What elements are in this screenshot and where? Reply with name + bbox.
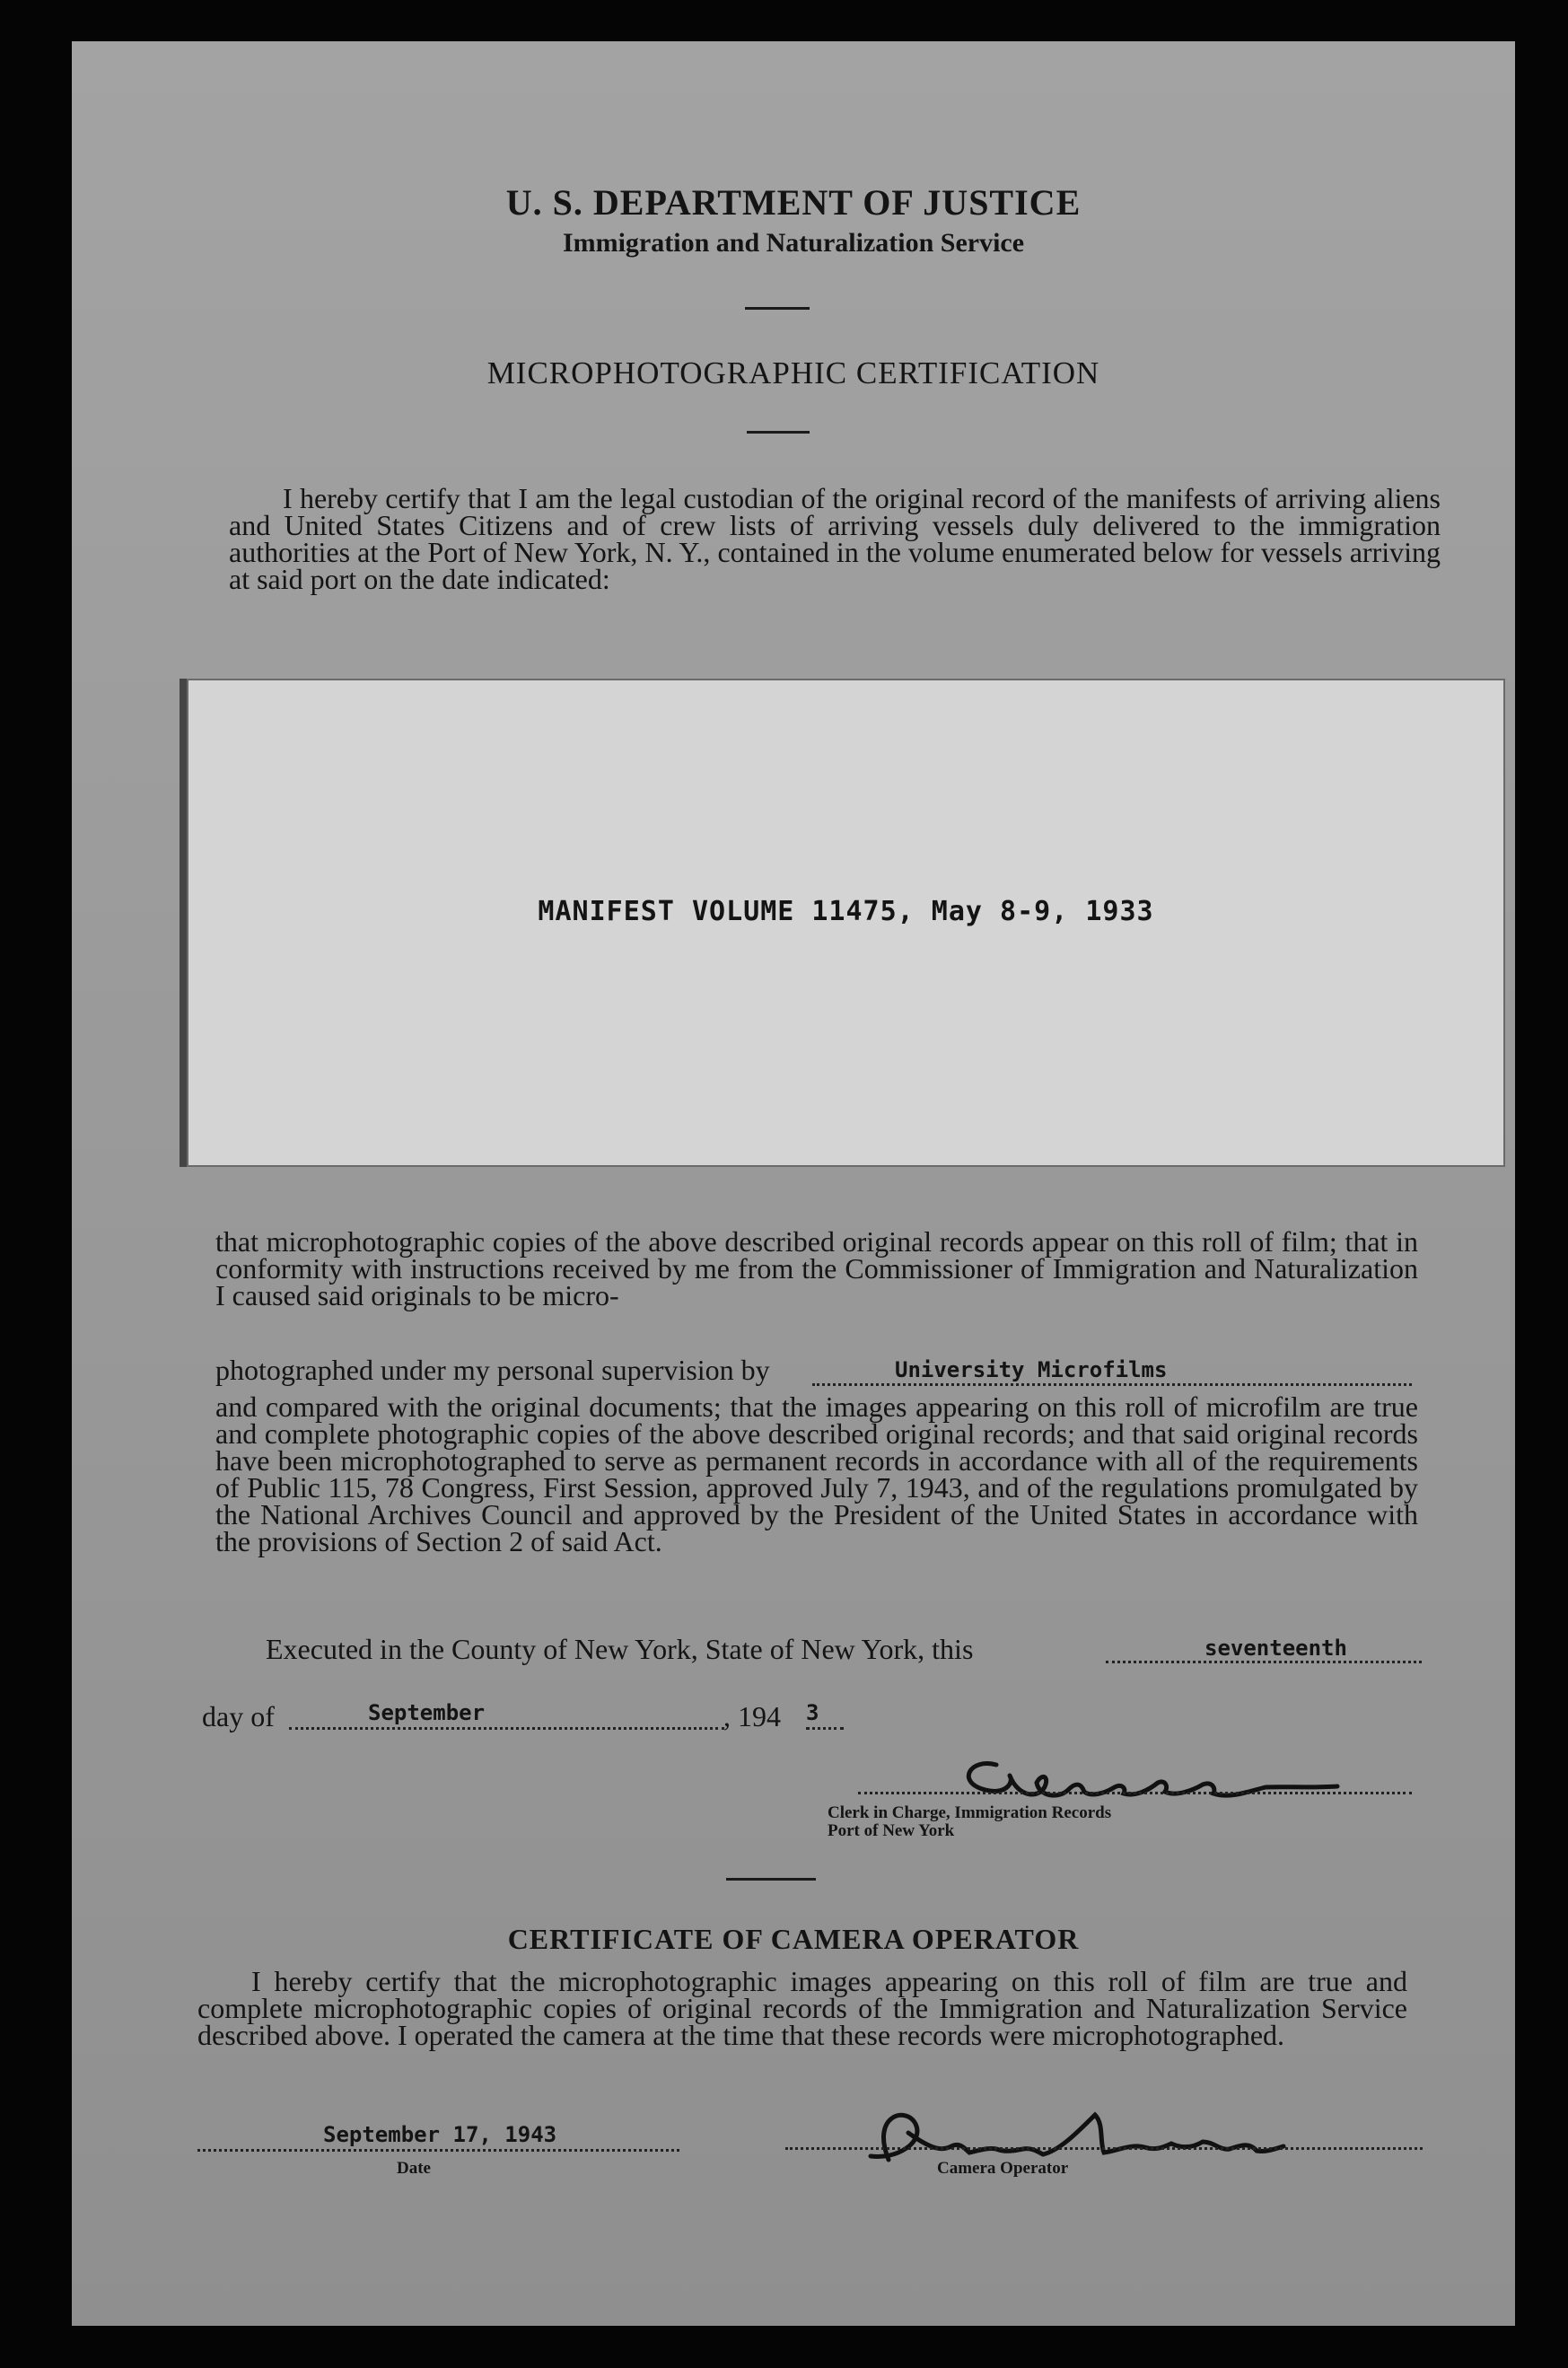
department-heading: U. S. DEPARTMENT OF JUSTICE (505, 182, 1082, 223)
clerk-title-line1: Clerk in Charge, Immigration Records (828, 1803, 1112, 1822)
certificate-sheet (72, 41, 1515, 2326)
date-label: Date (397, 2159, 431, 2178)
body-paragraph-part1: that microphotographic copies of the above described original records appear on this roll of film; that in conformity with instructions received by me from the Commissioner of Immigration and Naturalization I caused said originals to be micro- (215, 1225, 1418, 1311)
clerk-title-line2: Port of New York (828, 1821, 955, 1840)
day-fill-line (1106, 1661, 1422, 1663)
service-subheading: Immigration and Naturalization Service (562, 228, 1025, 258)
camera-certificate-title: CERTIFICATE OF CAMERA OPERATOR (507, 1923, 1080, 1955)
year-fill-line (806, 1727, 844, 1730)
operator-signature-line (785, 2147, 1423, 2150)
day-value: seventeenth (1204, 1636, 1347, 1661)
manifest-volume-label: MANIFEST VOLUME 11475, May 8-9, 1933 (538, 896, 1154, 927)
operator-label: Camera Operator (937, 2159, 1069, 2178)
supervision-prefix: photographed under my personal supervision by (215, 1354, 770, 1386)
divider (747, 431, 810, 434)
clerk-title (828, 1804, 1111, 1840)
year-prefix: , 194 (723, 1700, 781, 1732)
certification-title: MICROPHOTOGRAPHIC CERTIFICATION (486, 355, 1100, 390)
month-value: September (368, 1700, 486, 1725)
divider (745, 307, 810, 310)
operator-signature (808, 2097, 1364, 2196)
supervision-fill-line (812, 1383, 1412, 1386)
execution-line (266, 1633, 973, 1666)
camera-certificate-text: I hereby certify that the microphotographic images appearing on this roll of film are true and complete microphotographic copies of original records of the Immigration and Naturalization Service described above. I operated the camera at the time that these records were microphotographed. (197, 1965, 1407, 2051)
supervision-line (215, 1354, 770, 1387)
supervision-value: University Microfilms (895, 1357, 1168, 1382)
clerk-signature-line (858, 1792, 1412, 1794)
year-digit: 3 (806, 1700, 819, 1725)
day-of-label: day of (202, 1700, 275, 1732)
date-value: September 17, 1943 (323, 2122, 557, 2147)
divider (726, 1878, 816, 1881)
month-fill-line (289, 1727, 724, 1730)
intro-paragraph: I hereby certify that I am the legal custodian of the original record of the manifests of arriving aliens and United States Citizens and of crew lists of arriving vessels duly delivered to the immigration authorities at the Port of New York, N. Y., contained in the volume enumerated below for vessels arriving at said port on the date indicated: (229, 482, 1441, 595)
date-fill-line (197, 2149, 679, 2152)
body-paragraph-part2: and compared with the original documents; that the images appearing on this roll of microfilm are true and complete photographic copies of the above described original records; and that said original records have been microphotographed to serve as permanent records in accordance with all of the requirements of Public 115, 78 Congress, First Session, approved July 7, 1943, and of the regulations promulgated by the National Archives Council and approved by the President of the United States in accordance with the provisions of Section 2 of said Act. (215, 1390, 1418, 1557)
execution-prefix: Executed in the County of New York, State of New York, this (266, 1633, 974, 1665)
record-card (187, 679, 1505, 1167)
